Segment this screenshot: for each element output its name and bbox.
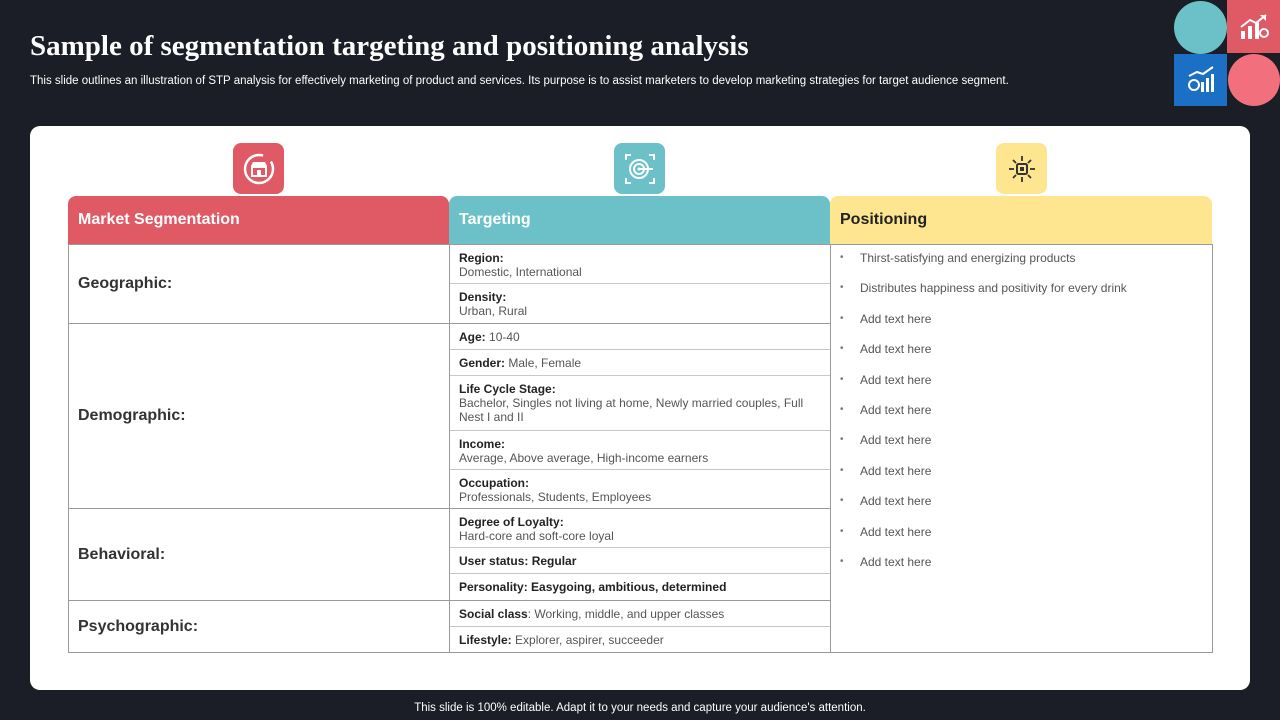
positioning-list <box>840 251 1127 585</box>
header-targeting: Targeting <box>449 196 830 244</box>
chip-icon <box>1005 152 1039 186</box>
targeting-cell-user-status: User status: Regular <box>450 548 830 574</box>
decor-circle-pink <box>1228 54 1280 106</box>
segment-psychographic: Psychographic: <box>78 618 199 635</box>
decor-circle-teal <box>1174 1 1227 54</box>
decor-square-red <box>1227 0 1280 53</box>
targeting-cell-life-cycle: Life Cycle Stage: Bachelor, Singles not living at home, Newly married couples, Full Nest I and II <box>450 376 830 431</box>
targeting-cell-occupation: Occupation: Professionals, Students, Employees <box>450 470 830 509</box>
segment-demographic: Demographic: <box>69 324 450 509</box>
growth-chart-icon <box>1185 64 1217 96</box>
targeting-cell-density: Density: Urban, Rural <box>450 284 830 324</box>
segmentation-icon-tile <box>233 143 284 194</box>
header-positioning: Positioning <box>830 196 1212 244</box>
targeting-cell-income: Income: Average, Above average, High-income earners <box>450 431 830 470</box>
positioning-icon-tile <box>996 143 1047 194</box>
positioning-item: • Add text here <box>840 525 1127 555</box>
targeting-icon-tile <box>614 143 665 194</box>
segment-behavioral: Behavioral: <box>69 509 450 601</box>
positioning-item: • Add text here <box>840 494 1127 524</box>
slide-footer: This slide is 100% editable. Adapt it to your needs and capture your audience's attention. <box>414 702 866 714</box>
targeting-cell-age: Age: 10-40 <box>450 324 830 350</box>
positioning-item: • Add text here <box>840 312 1127 342</box>
targeting-cell-gender: Gender: Male, Female <box>450 350 830 376</box>
positioning-item: • Add text here <box>840 433 1127 463</box>
targeting-cell-lifestyle: Lifestyle: Explorer, aspirer, succeeder <box>459 633 664 647</box>
targeting-cell-social-class: Social class : Working, middle, and upper classes <box>450 601 830 627</box>
segment-geographic: Geographic: <box>69 245 450 324</box>
positioning-item: • Thirst-satisfying and energizing products <box>840 251 1127 281</box>
targeting-cell-region: Region: Domestic, International <box>450 245 830 284</box>
positioning-item: • Distributes happiness and positivity for every drink <box>840 281 1127 311</box>
positioning-item: • Add text here <box>840 373 1127 403</box>
slide-title: Sample of segmentation targeting and positioning analysis <box>30 30 749 62</box>
positioning-item: • Add text here <box>840 342 1127 372</box>
positioning-column <box>830 244 1213 653</box>
decor-square-blue <box>1174 54 1227 106</box>
targeting-cell-personality: Personality: Easygoing, ambitious, determined <box>450 574 830 601</box>
targeting-column <box>449 244 831 653</box>
segmentation-column <box>68 244 450 653</box>
growth-chart-icon <box>1238 11 1270 43</box>
store-icon <box>242 152 276 186</box>
stp-panel <box>30 126 1250 690</box>
target-icon <box>622 151 658 187</box>
header-market-segmentation: Market Segmentation <box>68 196 449 244</box>
targeting-cell-loyalty: Degree of Loyalty: Hard-core and soft-core loyal <box>450 509 830 548</box>
slide-subtitle: This slide outlines an illustration of STP analysis for effectively marketing of product and services. Its purpose is to assist marketers to develop marketing strategies for target audience segment. <box>30 75 1009 87</box>
positioning-item: • Add text here <box>840 464 1127 494</box>
positioning-item: • Add text here <box>840 555 1127 585</box>
positioning-item: • Add text here <box>840 403 1127 433</box>
